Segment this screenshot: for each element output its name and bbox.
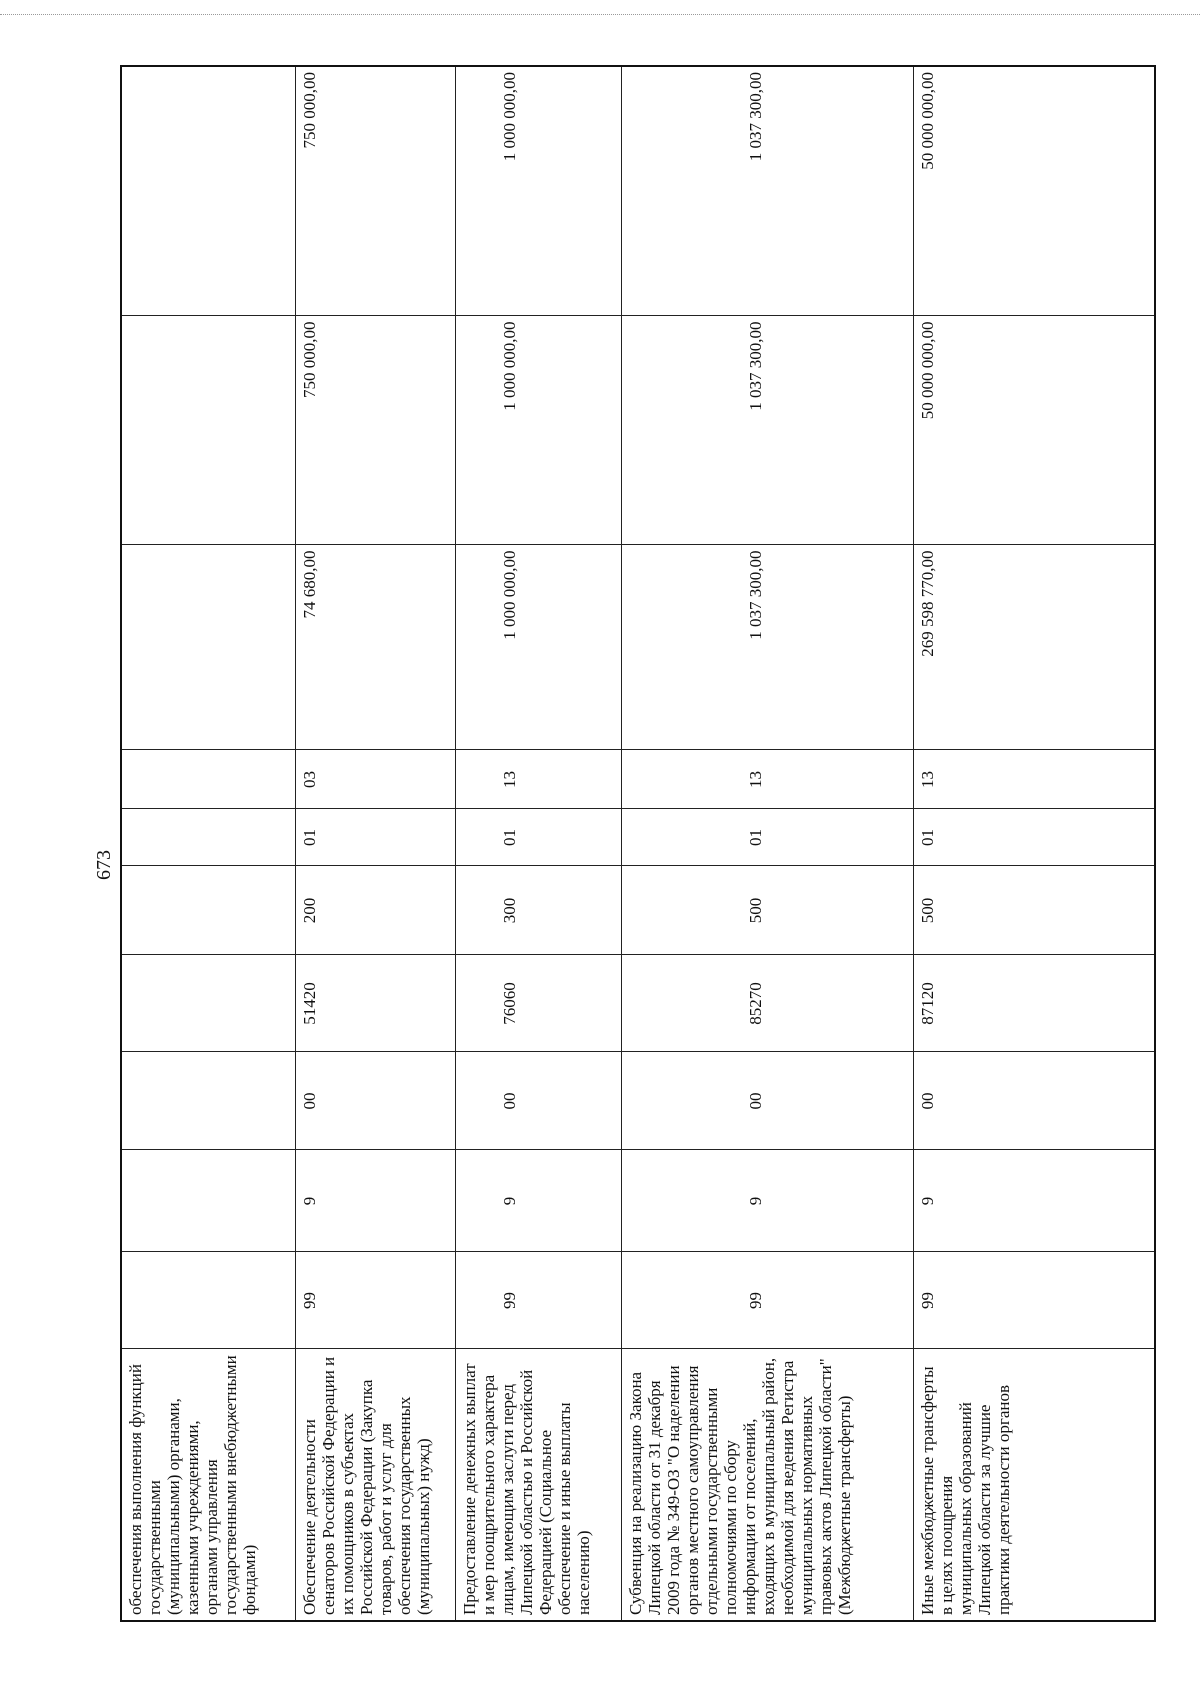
amount-year-3 xyxy=(121,66,295,316)
row-description: Иные межбюджетные трансферты в целях поощрения муниципальных образований Липецкой области за лучшие практики деятельности органов xyxy=(913,1349,1155,1621)
amount-year-3: 750 000,00 xyxy=(295,66,455,316)
program-code: 99 xyxy=(455,1252,621,1349)
table-row xyxy=(913,66,1155,1621)
row-description: обеспечения выполнения функций государственными (муниципальными) органами, казенными учреждениями, органами управления государственными внебюджетными фондами) xyxy=(121,1349,295,1621)
amount-year-1: 269 598 770,00 xyxy=(913,545,1155,750)
program-code: 99 xyxy=(295,1252,455,1349)
event-code: 00 xyxy=(621,1052,913,1150)
expense-type-code: 500 xyxy=(913,866,1155,955)
subprogram-code: 9 xyxy=(455,1150,621,1252)
amount-year-3: 1 000 000,00 xyxy=(455,66,621,316)
direction-code xyxy=(121,955,295,1052)
rotated-table-container xyxy=(120,67,1154,1622)
amount-year-2: 750 000,00 xyxy=(295,316,455,545)
page-number: 673 xyxy=(93,850,115,880)
table-wrapper xyxy=(120,67,1154,1622)
event-code: 00 xyxy=(913,1052,1155,1150)
program-code xyxy=(121,1252,295,1349)
program-code: 99 xyxy=(913,1252,1155,1349)
scan-edge-line xyxy=(0,14,1200,15)
amount-year-2 xyxy=(121,316,295,545)
section-code: 01 xyxy=(295,809,455,866)
event-code xyxy=(121,1052,295,1150)
subprogram-code xyxy=(121,1150,295,1252)
direction-code: 85270 xyxy=(621,955,913,1052)
subsection-code xyxy=(121,750,295,809)
subprogram-code: 9 xyxy=(621,1150,913,1252)
section-code xyxy=(121,809,295,866)
subsection-code: 13 xyxy=(621,750,913,809)
expense-type-code xyxy=(121,866,295,955)
subprogram-code: 9 xyxy=(913,1150,1155,1252)
row-description: Обеспечение деятельности сенаторов Российской Федерации и их помощников в субъектах Российской Федерации (Закупка товаров, работ и услуг для обеспечения государственных (муниципальных) нужд) xyxy=(295,1349,455,1621)
amount-year-2: 1 000 000,00 xyxy=(455,316,621,545)
amount-year-3: 50 000 000,00 xyxy=(913,66,1155,316)
direction-code: 76060 xyxy=(455,955,621,1052)
amount-year-3: 1 037 300,00 xyxy=(621,66,913,316)
amount-year-2: 50 000 000,00 xyxy=(913,316,1155,545)
expense-type-code: 200 xyxy=(295,866,455,955)
row-description: Предоставление денежных выплат и мер поощрительного характера лицам, имеющим заслуги перед Липецкой областью и Российской Федерацией (Социальное обеспечение и иные выплаты населению) xyxy=(455,1349,621,1621)
table-row xyxy=(295,66,455,1621)
table-row xyxy=(121,66,295,1621)
section-code: 01 xyxy=(455,809,621,866)
amount-year-1: 1 037 300,00 xyxy=(621,545,913,750)
amount-year-2: 1 037 300,00 xyxy=(621,316,913,545)
subprogram-code: 9 xyxy=(295,1150,455,1252)
section-code: 01 xyxy=(913,809,1155,866)
budget-table xyxy=(120,65,1156,1622)
subsection-code: 13 xyxy=(455,750,621,809)
expense-type-code: 500 xyxy=(621,866,913,955)
subsection-code: 03 xyxy=(295,750,455,809)
expense-type-code: 300 xyxy=(455,866,621,955)
event-code: 00 xyxy=(295,1052,455,1150)
table-row xyxy=(455,66,621,1621)
amount-year-1: 1 000 000,00 xyxy=(455,545,621,750)
amount-year-1: 74 680,00 xyxy=(295,545,455,750)
subsection-code: 13 xyxy=(913,750,1155,809)
amount-year-1 xyxy=(121,545,295,750)
table-row xyxy=(621,66,913,1621)
program-code: 99 xyxy=(621,1252,913,1349)
direction-code: 87120 xyxy=(913,955,1155,1052)
row-description: Субвенция на реализацию Закона Липецкой области от 31 декабря 2009 года № 349-ОЗ "О наделении органов местного самоуправления отдельными государственными полномочиями по сбору информации от поселений, входящих в муниципальный район, необходимой для ведения Регистра муниципальных нормативных правовых актов Липецкой области" (Межбюджетные трансферты) xyxy=(621,1349,913,1621)
section-code: 01 xyxy=(621,809,913,866)
event-code: 00 xyxy=(455,1052,621,1150)
direction-code: 51420 xyxy=(295,955,455,1052)
